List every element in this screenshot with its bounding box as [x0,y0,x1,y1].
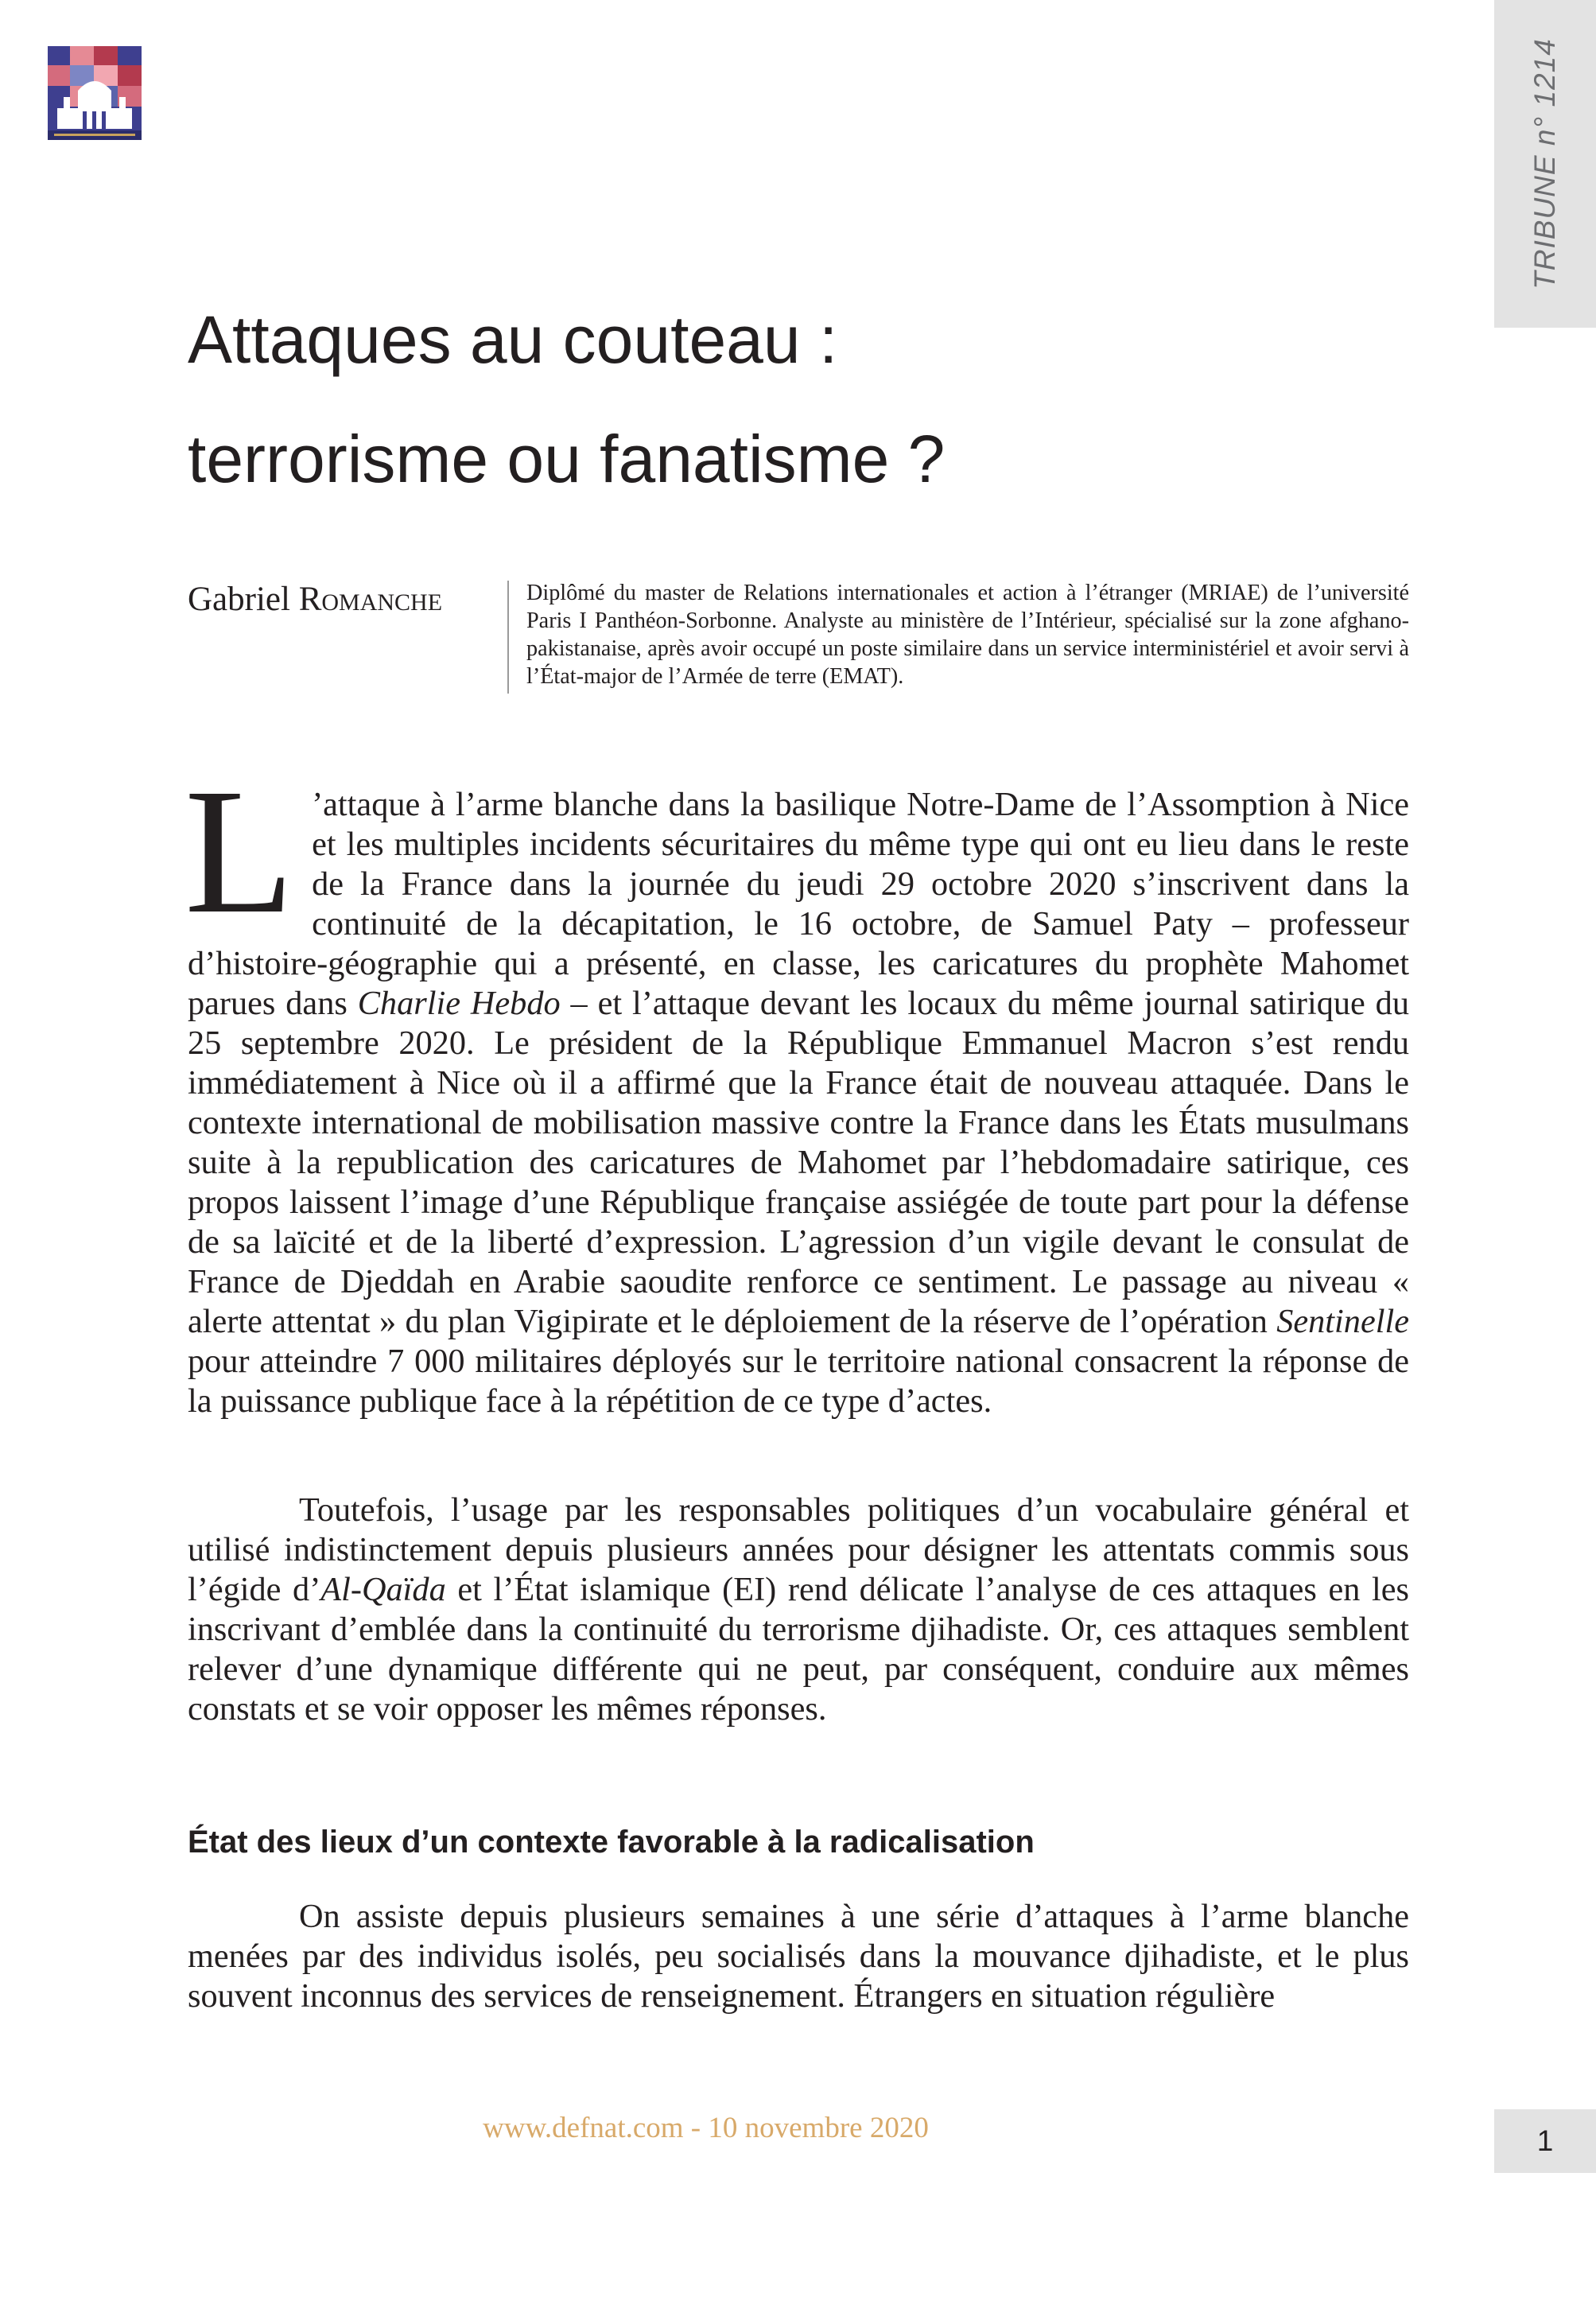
paragraph-2-text-a: Toutefois, l’usage par les responsables politiques d’un vocabulaire général et utilisé indistinctement depuis plusieurs années pour désigner les attentats commis sous l’égide d’ [188,1491,1409,1608]
paragraph-2-italic-a: Al-Qaïda [320,1571,446,1608]
article-title [188,280,1380,519]
paragraph-1-text-a: ’attaque à l’arme blanche dans la basilique Notre-Dame de l’Assomption à Nice et les multiples incidents sécuritaires du même type qui ont eu lieu dans le reste de la France dans la journée du jeudi 29 octobre 2020 s’inscrivent dans la continuité de la décapitation, le 16 octobre, de Samuel Paty – professeur d’histoire-géographie qui a présenté, en classe, les caricatures du prophète Mahomet parues dans [188,786,1409,1022]
body-paragraph-1 [184,752,1409,1421]
footer-source: www.defnat.com - 10 novembre 2020 [483,2112,929,2144]
paragraph-1-italic-a: Charlie Hebdo [357,985,561,1022]
paragraph-1-text-c: pour atteindre 7 000 militaires déployés sur le territoire national consacrent la réponse de la puissance publique face à la répétition de ce type d’actes. [188,1343,1409,1420]
paragraph-1-italic-b: Sentinelle [1276,1303,1409,1340]
author-name [188,579,442,620]
section-heading: État des lieux d’un contexte favorable à la radicalisation [188,1825,1035,1860]
author-divider [507,581,509,694]
defnat-logo-icon [46,45,143,142]
page-number: 1 [1536,2124,1554,2157]
article-title-line-1: Attaques au couteau : [188,302,838,377]
tribune-tab [1494,0,1596,328]
author-last-name: Romanche [298,581,443,618]
paragraph-2-text-b: et l’État islamique (EI) rend délicate l’analyse de ces attaques en les inscrivant d’emblée dans la continuité du terrorisme djihadiste. Or, ces attaques semblent relever d’une dynamique différente qui ne peut, par conséquent, conduire aux mêmes constats et se voir opposer les mêmes réponses. [188,1571,1409,1728]
body-paragraph-3: On assiste depuis plusieurs semaines à une série d’attaques à l’arme blanche menées par des individus isolés, peu socialisés dans la mouvance djihadiste, et le plus souvent inconnus des services de renseignement. Étrangers en situation régulière [188,1898,1409,2015]
paragraph-1-text-b: – et l’attaque devant les locaux du même journal satirique du 25 septembre 2020. Le président de la République Emmanuel Macron s’est rendu immédiatement à Nice où il a affirmé que la France était de nouveau attaquée. Dans le contexte international de mobilisation massive contre la France dans les États musulmans suite à la republication des caricatures de Mahomet par l’hebdomadaire satirique, ces propos laissent l’image d’une République française assiégée de toute part pour la défense de sa laïcité et de la liberté d’expression. L’agression d’un vigile devant le consulat de France de Djeddah en Arabie saoudite renforce ce sentiment. Le passage au niveau « alerte attentat » du plan Vigipirate et le déploiement de la réserve de l’opération [188,985,1409,1340]
author-bio: Diplômé du master de Relations internationales et action à l’étranger (MRIAE) de l’université Paris I Panthéon-Sorbonne. Analyste au ministère de l’Intérieur, spécialisé sur la zone afghano-pakistanaise, après avoir occupé un poste similaire dans un service interministériel et avoir servi à l’État-major de l’Armée de terre (EMAT). [526,581,1409,689]
page-number-box [1494,2109,1596,2173]
body-paragraph-2 [188,1491,1409,1729]
author-first-name: Gabriel [188,581,290,618]
logo [46,45,143,142]
tribune-number: TRIBUNE n° 1214 [1528,38,1561,290]
article-title-line-2: terrorisme ou fanatisme ? [188,422,946,496]
drop-cap: L [184,752,295,950]
